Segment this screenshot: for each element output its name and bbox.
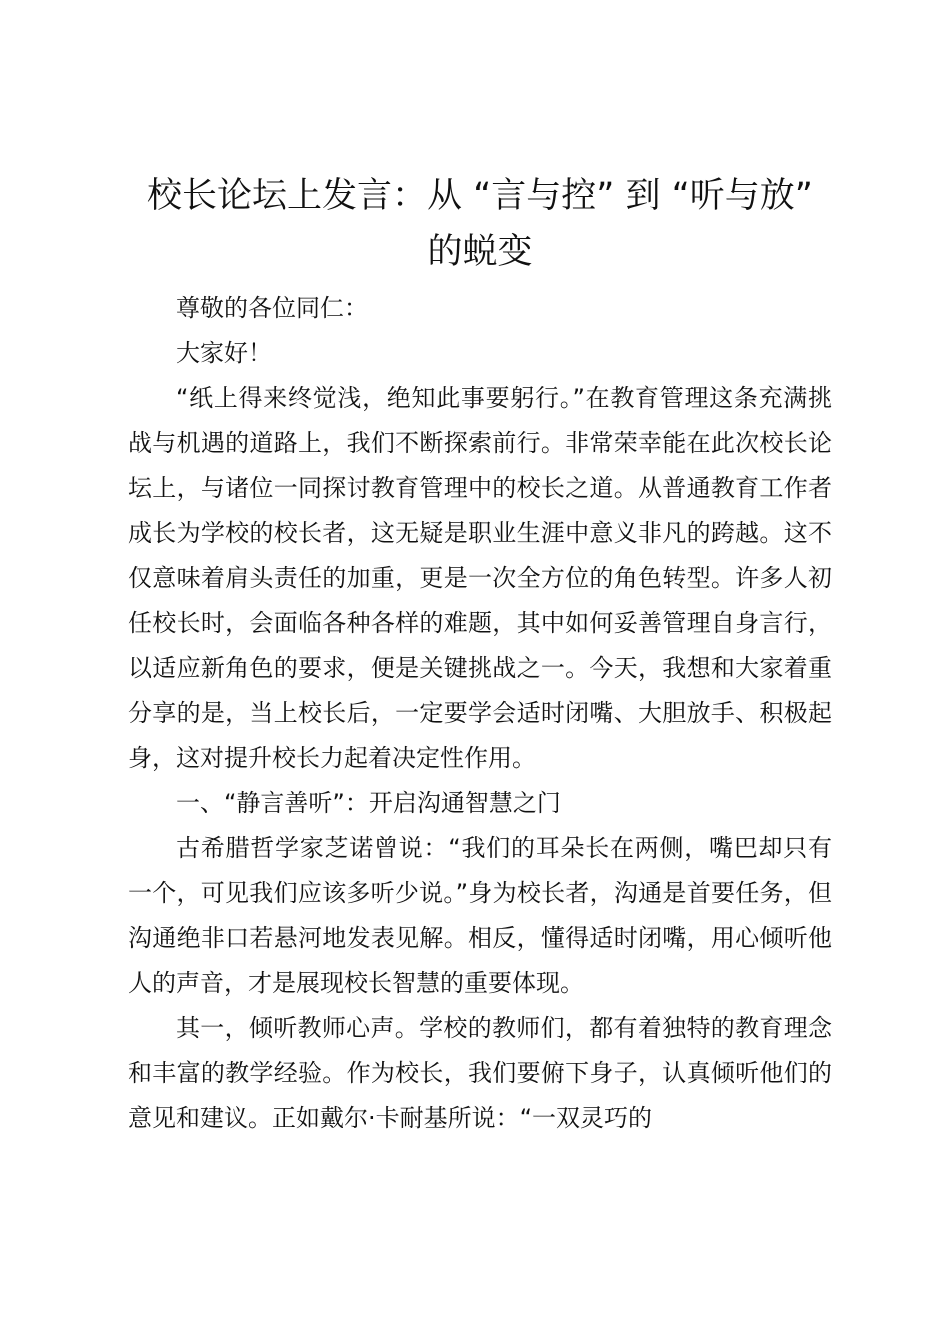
paragraph-intro: “纸上得来终觉浅，绝知此事要躬行。”在教育管理这条充满挑战与机遇的道路上，我们不断探索前行。非常荣幸能在此次校长论坛上，与诸位一同探讨教育管理中的校长之道。从普通教育工作者成长为学校的校长者，这无疑是职业生涯中意义非凡的跨越。这不仅意味着肩头责任的加重，更是一次全方位的角色转型。许多人初任校长时，会面临各种各样的难题，其中如何妥善管理自身言行，以适应新角色的要求，便是关键挑战之一。今天，我想和大家着重分享的是，当上校长后，一定要学会适时闭嘴、大胆放手、积极起身，这对提升校长力起着决定性作用。 (128, 384, 832, 772)
document-title: 校长论坛上发言：从 “言与控” 到 “听与放” 的蜕变 (147, 176, 813, 272)
section1-paragraph-2: 其一，倾听教师心声。学校的教师们，都有着独特的教育理念和丰富的教学经验。作为校长，我们要俯下身子，认真倾听他们的意见和建议。正如戴尔·卡耐基所说：“一双灵巧的 (128, 1014, 832, 1132)
section1-paragraph-1: 古希腊哲学家芝诺曾说：“我们的耳朵长在两侧，嘴巴却只有一个，可见我们应该多听少说。”身为校长者，沟通是首要任务，但沟通绝非口若悬河地发表见解。相反，懂得适时闭嘴，用心倾听他人的声音，才是展现校长智慧的重要体现。 (128, 834, 832, 997)
salutation: 尊敬的各位同仁： (176, 294, 368, 322)
section-heading-1: 一、“静言善听”：开启沟通智慧之门 (176, 789, 561, 817)
greeting: 大家好！ (176, 339, 272, 367)
document-page (128, 168, 832, 1141)
